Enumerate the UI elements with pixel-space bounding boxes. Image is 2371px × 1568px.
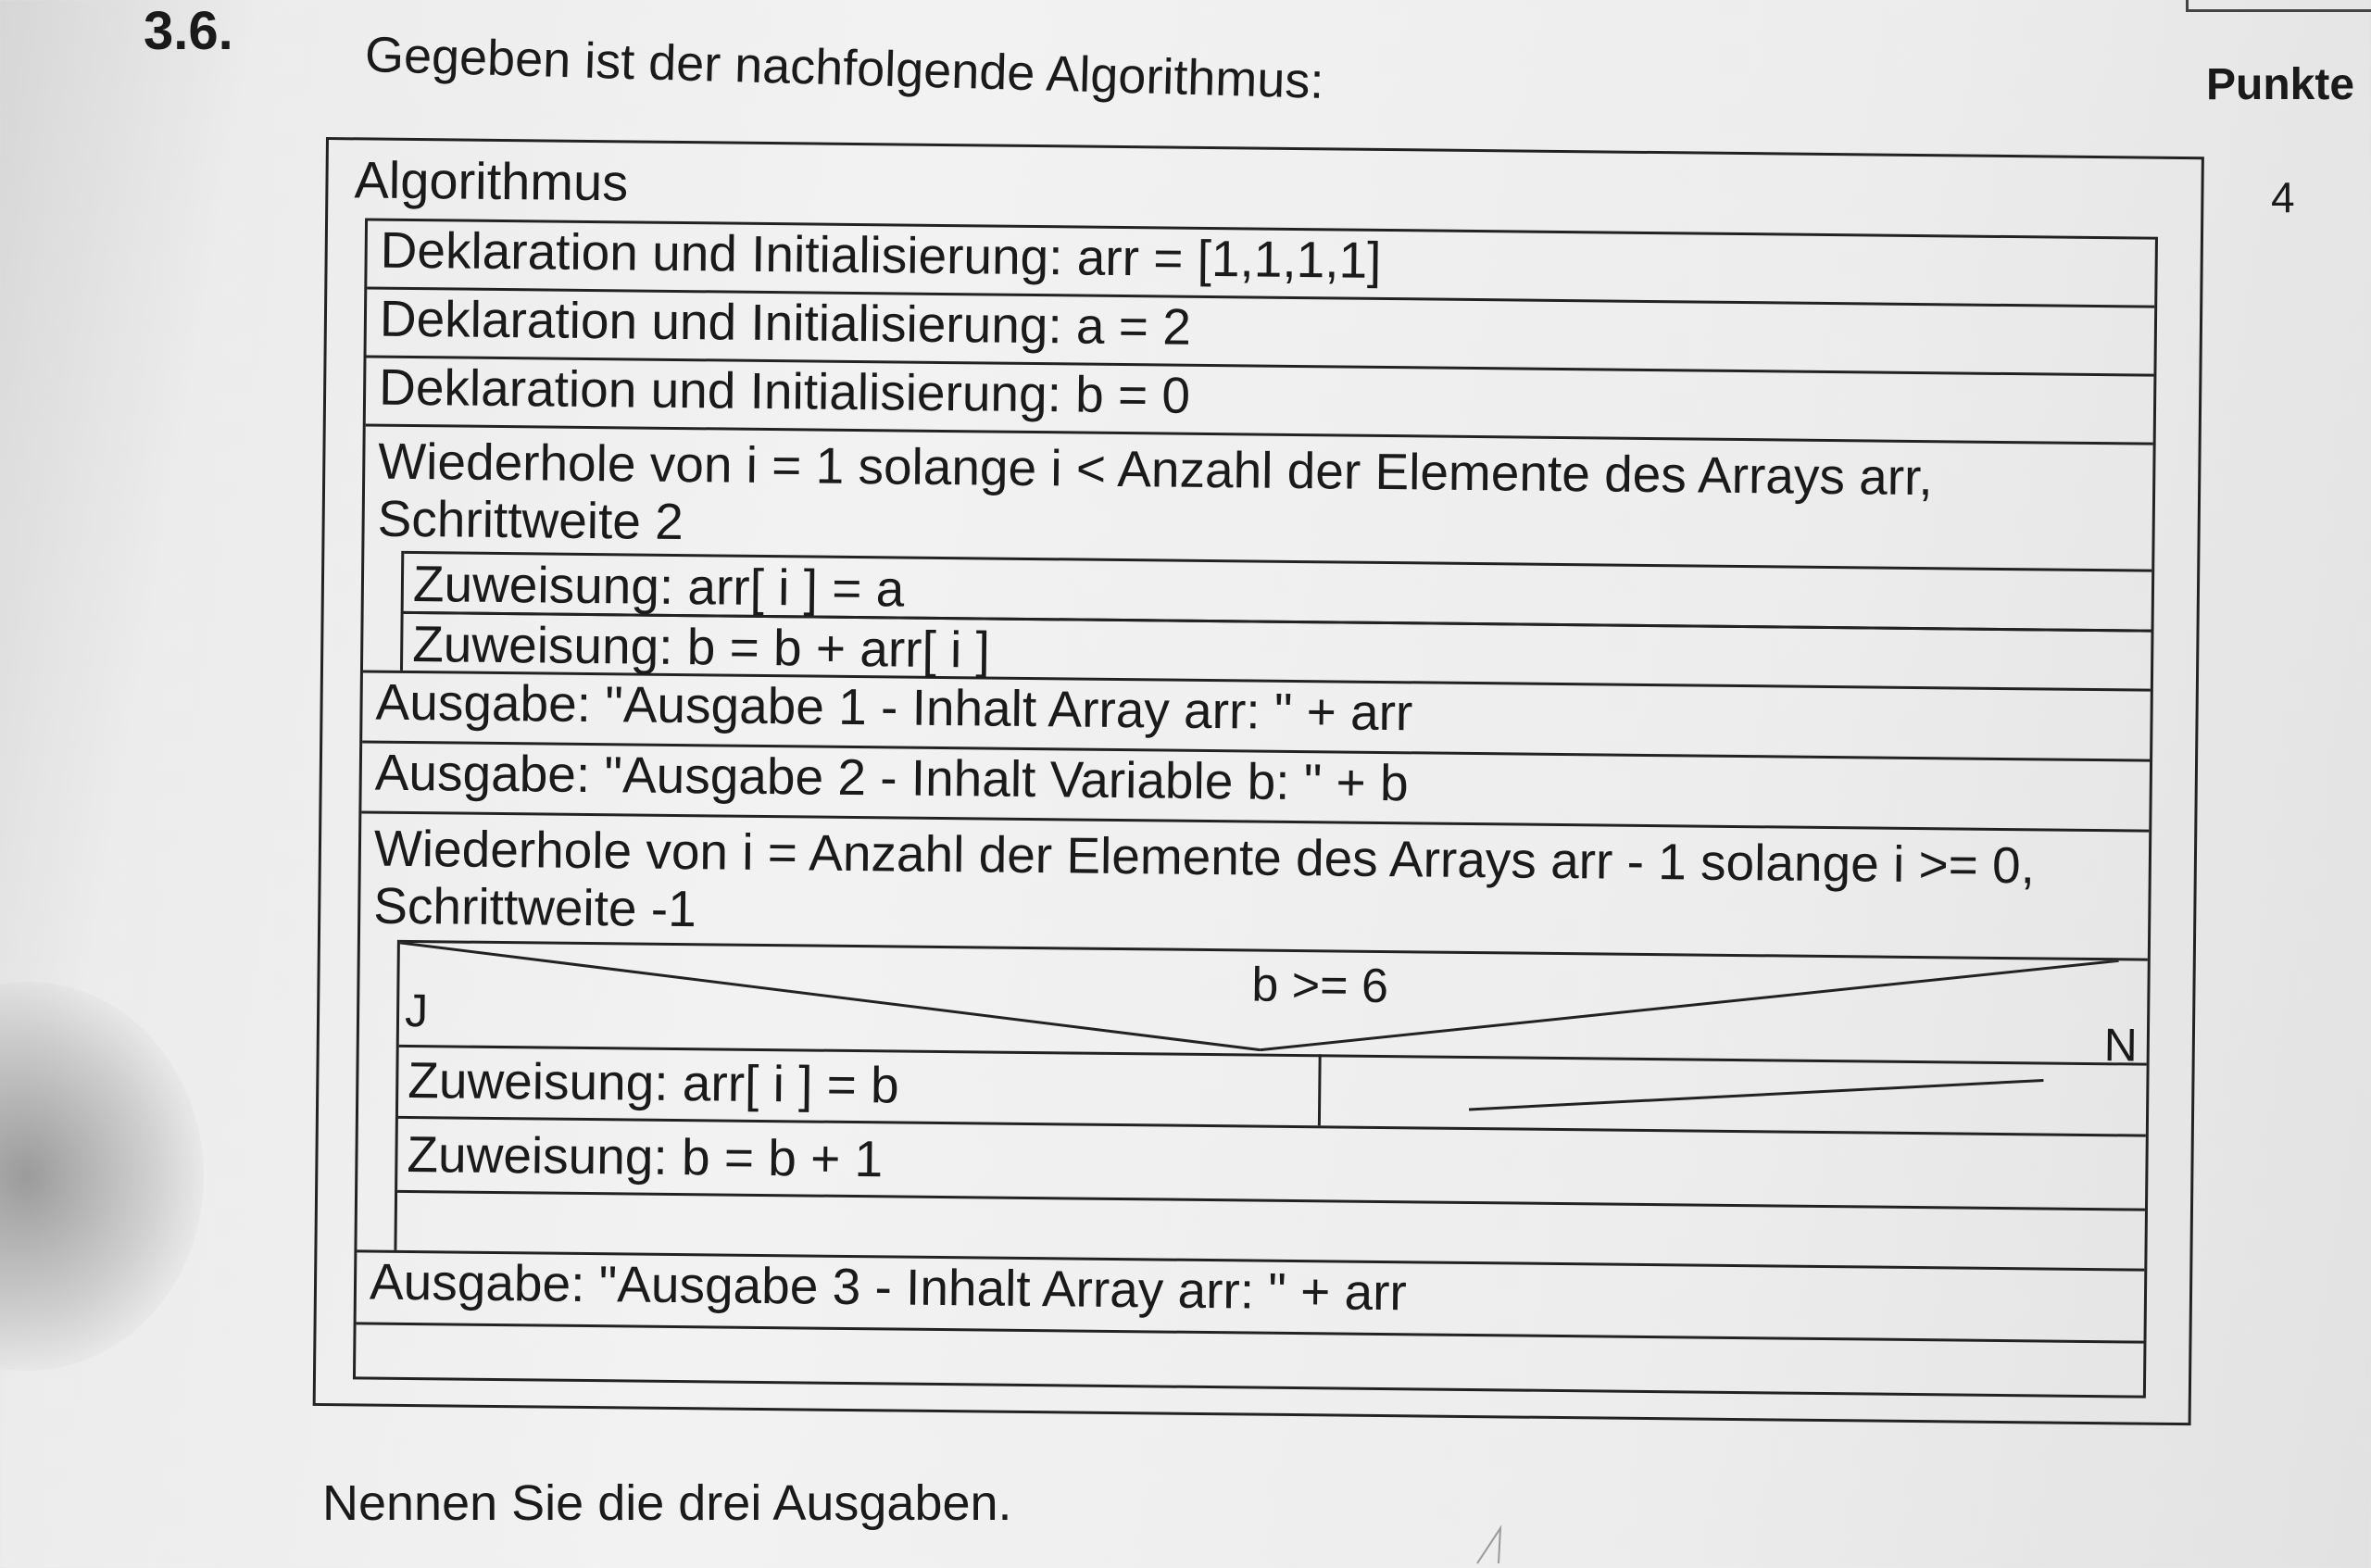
- loop-1-header-line1: Wiederhole von i = 1 solange i < Anzahl der Elemente des Arrays arr,: [378, 432, 1934, 507]
- empty-branch-stroke: [1321, 1054, 2118, 1136]
- loop-2-header-line2: Schrittweite -1: [372, 876, 697, 938]
- output-1: Ausgabe: "Ausgabe 1 - Inhalt Array arr: " + arr: [362, 672, 2151, 761]
- step-init-a: Deklaration und Initialisierung: a = 2: [367, 289, 2155, 376]
- step-init-arr: Deklaration und Initialisierung: arr = [1,1,1,1]: [367, 220, 2155, 307]
- loop-1: [363, 426, 2153, 691]
- branch-no-empty: [1321, 1054, 2147, 1134]
- loop-1-body: [400, 551, 2151, 689]
- branch-yes-assign: Zuweisung: arr[ i ] = b: [398, 1045, 1322, 1125]
- points-value: 4: [2271, 173, 2295, 221]
- loop-1-header-line2: Schrittweite 2: [377, 489, 684, 551]
- output-3: Ausgabe: "Ausgabe 3 - Inhalt Array arr: " + arr: [357, 1252, 2145, 1343]
- output-2: Ausgabe: "Ausgabe 2 - Inhalt Variable b: " + b: [361, 743, 2150, 832]
- loop-1-assign-arr: Zuweisung: arr[ i ] = a: [404, 551, 2152, 633]
- step-init-b: Deklaration und Initialisierung: b = 0: [366, 358, 2154, 445]
- loop-1-header: [377, 433, 1933, 564]
- task-number: 3.6.: [144, 1, 233, 61]
- decision-no-label: N: [2103, 1019, 2139, 1072]
- decision-yes-label: J: [404, 984, 429, 1037]
- struktogramm-title: Algorithmus: [354, 150, 629, 212]
- loop-2-body: [394, 940, 2147, 1269]
- header-box-edge: [2186, 0, 2371, 12]
- struktogramm-body: [353, 218, 2158, 1398]
- finger-shadow: [0, 982, 204, 1371]
- decision-condition: b >= 6: [1251, 958, 1389, 1014]
- loop-1-assign-b: Zuweisung: b = b + arr[ i ]: [403, 611, 2151, 689]
- task-question: Nennen Sie die drei Ausgaben.: [322, 1475, 1012, 1531]
- loop-2-header: [373, 820, 2035, 952]
- pencil-mark: [1473, 1519, 1528, 1565]
- loop-2-increment-b: Zuweisung: b = b + 1: [397, 1119, 2146, 1211]
- struktogramm: [313, 137, 2204, 1425]
- points-label: Punkte: [2206, 60, 2355, 109]
- loop-2: [357, 813, 2149, 1271]
- task-prompt: Gegeben ist der nachfolgende Algorithmus:: [364, 26, 1325, 109]
- loop-2-header-line1: Wiederhole von i = Anzahl der Elemente des Arrays arr - 1 solange i >= 0,: [373, 819, 2036, 895]
